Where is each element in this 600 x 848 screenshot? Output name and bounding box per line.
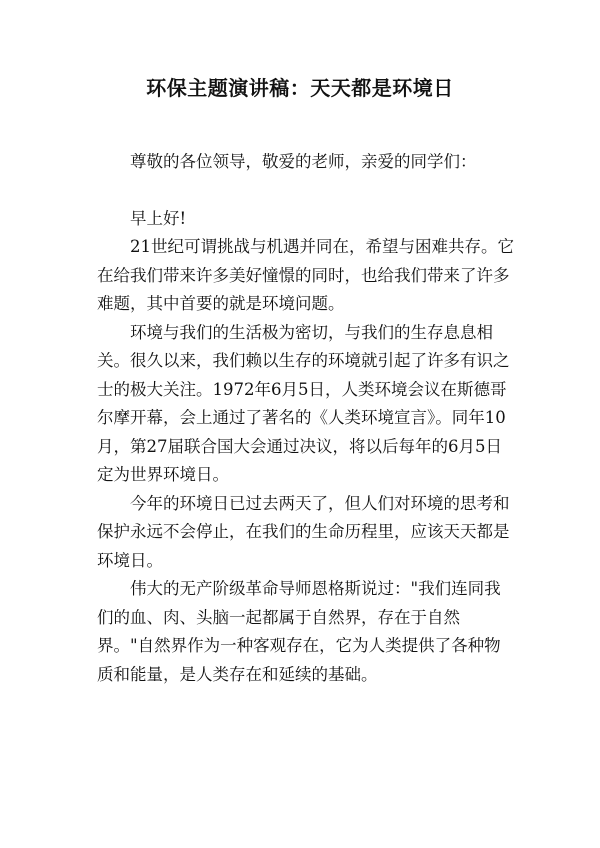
greeting: 早上好!	[130, 208, 187, 228]
paragraph-2: 环境与我们的生活极为密切，与我们的生存息息相关。很久以来，我们赖以生存的环境就引起了许多有识之士的极大关注。1972年6月5日，人类环境会议在斯德哥尔摩开幕，会上通过了著名的《人类环境宣言》。同年10月，第27届联合国大会通过决议，将以后每年的6月5日定为世界环境日。	[97, 322, 510, 484]
paragraph-3: 今年的环境日已过去两天了，但人们对环境的思考和保护永远不会停止，在我们的生命历程里，应该天天都是环境日。	[97, 493, 510, 570]
paragraph-1: 21世纪可谓挑战与机遇并同在，希望与困难共存。它在给我们带来许多美好憧憬的同时，也给我们带来了许多难题，其中首要的就是环境问题。	[97, 237, 514, 313]
page-title: 环保主题演讲稿：天天都是环境日	[146, 76, 454, 100]
paragraph-4: 伟大的无产阶级革命导师恩格斯说过："我们连同我们的血、肉、头脑一起都属于自然界，存在于自然界。"自然界作为一种客观存在，它为人类提供了各种物质和能量，是人类存在和延续的基础。	[97, 579, 501, 684]
speech-body	[97, 148, 515, 689]
salutation: 尊敬的各位领导，敬爱的老师，亲爱的同学们：	[130, 152, 477, 171]
